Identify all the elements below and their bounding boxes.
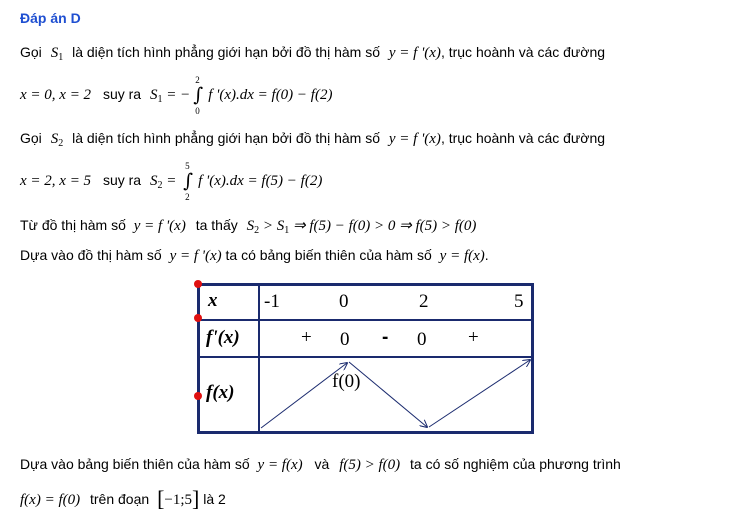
f0-label: f(0) (332, 371, 361, 392)
text: Gọi (20, 130, 42, 146)
sign-zero: 0 (340, 329, 350, 350)
arrow-decreasing (349, 362, 427, 427)
function-f: y = f(x) (439, 248, 485, 264)
text: trên đoạn (90, 491, 150, 507)
bound-x2: , x = 2 (51, 87, 92, 103)
function-f: y = f(x) (257, 457, 303, 473)
text: , trục hoành và các đường (440, 130, 606, 146)
equation: f(x) = f(0) (20, 492, 81, 508)
text: và (314, 456, 330, 472)
x-value: -1 (264, 291, 280, 312)
x-value: 0 (339, 291, 349, 312)
row-label-f: f(x) (206, 382, 235, 403)
interval: [−1;5] (157, 486, 200, 511)
arrow-increasing (261, 363, 347, 428)
sign-minus: - (382, 327, 389, 348)
condition: f(5) > f(0) (339, 457, 401, 473)
text: là 2 (203, 491, 226, 507)
function-derivative: y = f '(x) (169, 248, 222, 264)
s2-symbol: $S_2$ (50, 131, 64, 149)
bound-x5: , x = 5 (51, 173, 92, 189)
bound-x0: x = 0 (20, 87, 52, 103)
text: là diện tích hình phẳng giới hạn bởi đồ thị hàm số (72, 44, 380, 60)
text: suy ra (102, 172, 142, 188)
integral-sign: 5 ∫ 2 (183, 160, 193, 202)
paragraph-s2-formula (20, 160, 323, 202)
s2-formula: $S_2$ = 5 ∫ 2 f '(x).dx = f(5) − f(2) (149, 160, 323, 202)
arrow-increasing (429, 360, 530, 427)
variation-table (197, 283, 534, 434)
text: , trục hoành và các đường (440, 44, 606, 60)
x-value: 2 (419, 291, 429, 312)
inequality-chain: $S_2 > S_1$ ⇒ f(5) − f(0) > 0 ⇒ f(5) > f(0) (246, 218, 477, 236)
handle-dot[interactable] (194, 280, 202, 288)
row-label-x: x (208, 290, 218, 311)
answer-heading: Đáp án D (20, 10, 81, 26)
row-label-fprime: f'(x) (206, 327, 240, 348)
variation-arrows (200, 286, 531, 431)
paragraph-comparison (20, 216, 476, 236)
sign-zero: 0 (417, 329, 427, 350)
paragraph-answer (20, 486, 226, 512)
handle-dot[interactable] (194, 314, 202, 322)
text: Gọi (20, 44, 42, 60)
text: là diện tích hình phẳng giới hạn bởi đồ thị hàm số (72, 130, 380, 146)
text: suy ra (102, 86, 142, 102)
text: ta có bảng biến thiên của hàm số (225, 247, 432, 263)
s1-symbol: $S_1$ (50, 45, 64, 63)
function-derivative: y = f '(x) (133, 218, 186, 234)
paragraph-table-intro (20, 247, 489, 265)
s1-formula: $S_1$ = − 2 ∫ 0 f '(x).dx = f(0) − f(2) (149, 74, 333, 116)
text: Từ đồ thị hàm số (20, 217, 126, 233)
handle-dot[interactable] (194, 392, 202, 400)
text: . (484, 247, 489, 263)
sign-plus: + (301, 327, 312, 348)
integral-sign: 2 ∫ 0 (193, 74, 204, 116)
paragraph-s1-definition (20, 44, 605, 63)
function-derivative: y = f '(x) (388, 131, 441, 147)
text: ta thấy (195, 217, 238, 233)
x-value: 5 (514, 291, 524, 312)
paragraph-s2-definition (20, 130, 605, 149)
text: Dựa vào đồ thị hàm số (20, 247, 162, 263)
text: Dựa vào bảng biến thiên của hàm số (20, 456, 250, 472)
paragraph-s1-formula (20, 74, 333, 116)
text: ta có số nghiệm của phương trình (410, 456, 621, 472)
bound-x2: x = 2 (20, 173, 52, 189)
paragraph-conclusion (20, 456, 621, 474)
function-derivative: y = f '(x) (388, 45, 441, 61)
sign-plus: + (468, 327, 479, 348)
